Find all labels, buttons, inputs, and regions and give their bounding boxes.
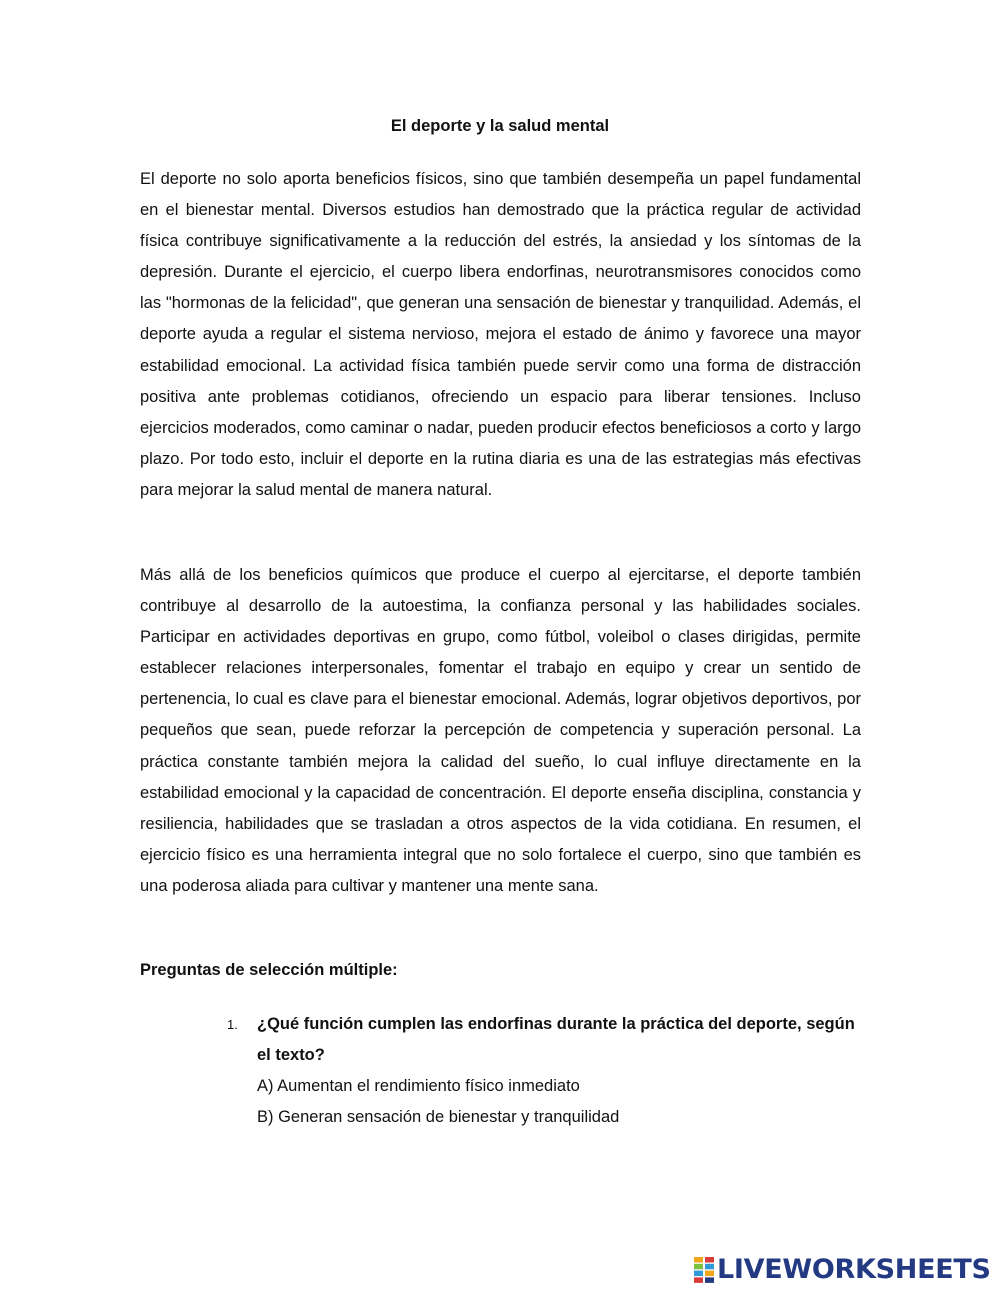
paragraph-2: Más allá de los beneficios químicos que produce el cuerpo al ejercitarse, el deporte también contribuye al desarrollo de la autoestima, la confianza personal y las habilidades sociales. Participar en actividades deportivas en grupo, como fútbol, voleibol o clases dirigidas, permite establecer relaciones interpersonales, fomentar el trabajo en equipo y crear un sentido de pertenencia, lo cual es clave para el bienestar emocional. Además, lograr objetivos deportivos, por pequeños que sean, puede reforzar la percepción de competencia y superación personal. La práctica constante también mejora la calidad del sueño, lo cual influye directamente en la estabilidad emocional y la capacidad de concentración. El deporte enseña disciplina, constancia y resiliencia, habilidades que se trasladan a otros aspectos de la vida cotidiana. En resumen, el ejercicio físico es una herramienta integral que no solo fortalece el cuerpo, sino que también es una poderosa aliada para cultivar y mantener una mente sana.: [140, 566, 861, 895]
paragraph-1: El deporte no solo aporta beneficios físicos, sino que también desempeña un papel fundamental en el bienestar mental. Diversos estudios han demostrado que la práctica regular de actividad física contribuye significativamente a la reducción del estrés, la ansiedad y los síntomas de la depresión. Durante el ejercicio, el cuerpo libera endorfinas, neurotransmisores conocidos como las "hormonas de la felicidad", que generan una sensación de bienestar y tranquilidad. Además, el deporte ayuda a regular el sistema nervioso, mejora el estado de ánimo y favorece una mayor estabilidad emocional. La actividad física también puede servir como una forma de distracción positiva ante problemas cotidianos, ofreciendo un espacio para liberar tensiones. Incluso ejercicios moderados, como caminar o nadar, pueden producir efectos beneficiosos a corto y largo plazo. Por todo esto, incluir el deporte en la rutina diaria es una de las estrategias más efectivas para mejorar la salud mental de manera natural.: [140, 170, 861, 499]
liveworksheets-logo: [694, 1255, 991, 1285]
page-title: El deporte y la salud mental: [390, 117, 610, 135]
questions-heading: Preguntas de selección múltiple:: [140, 961, 398, 979]
option-a[interactable]: A) Aumentan el rendimiento físico inmediato: [257, 1077, 580, 1096]
question-item: [257, 1009, 861, 1133]
option-b[interactable]: B) Generan sensación de bienestar y tranquilidad: [257, 1108, 620, 1127]
liveworksheets-logo-icon: [694, 1257, 714, 1283]
question-text: ¿Qué función cumplen las endorfinas durante la práctica del deporte, según el texto?: [257, 1015, 855, 1065]
question-number: 1.: [227, 1017, 238, 1032]
liveworksheets-logo-text: LIVEWORKSHEETS: [717, 1254, 991, 1285]
